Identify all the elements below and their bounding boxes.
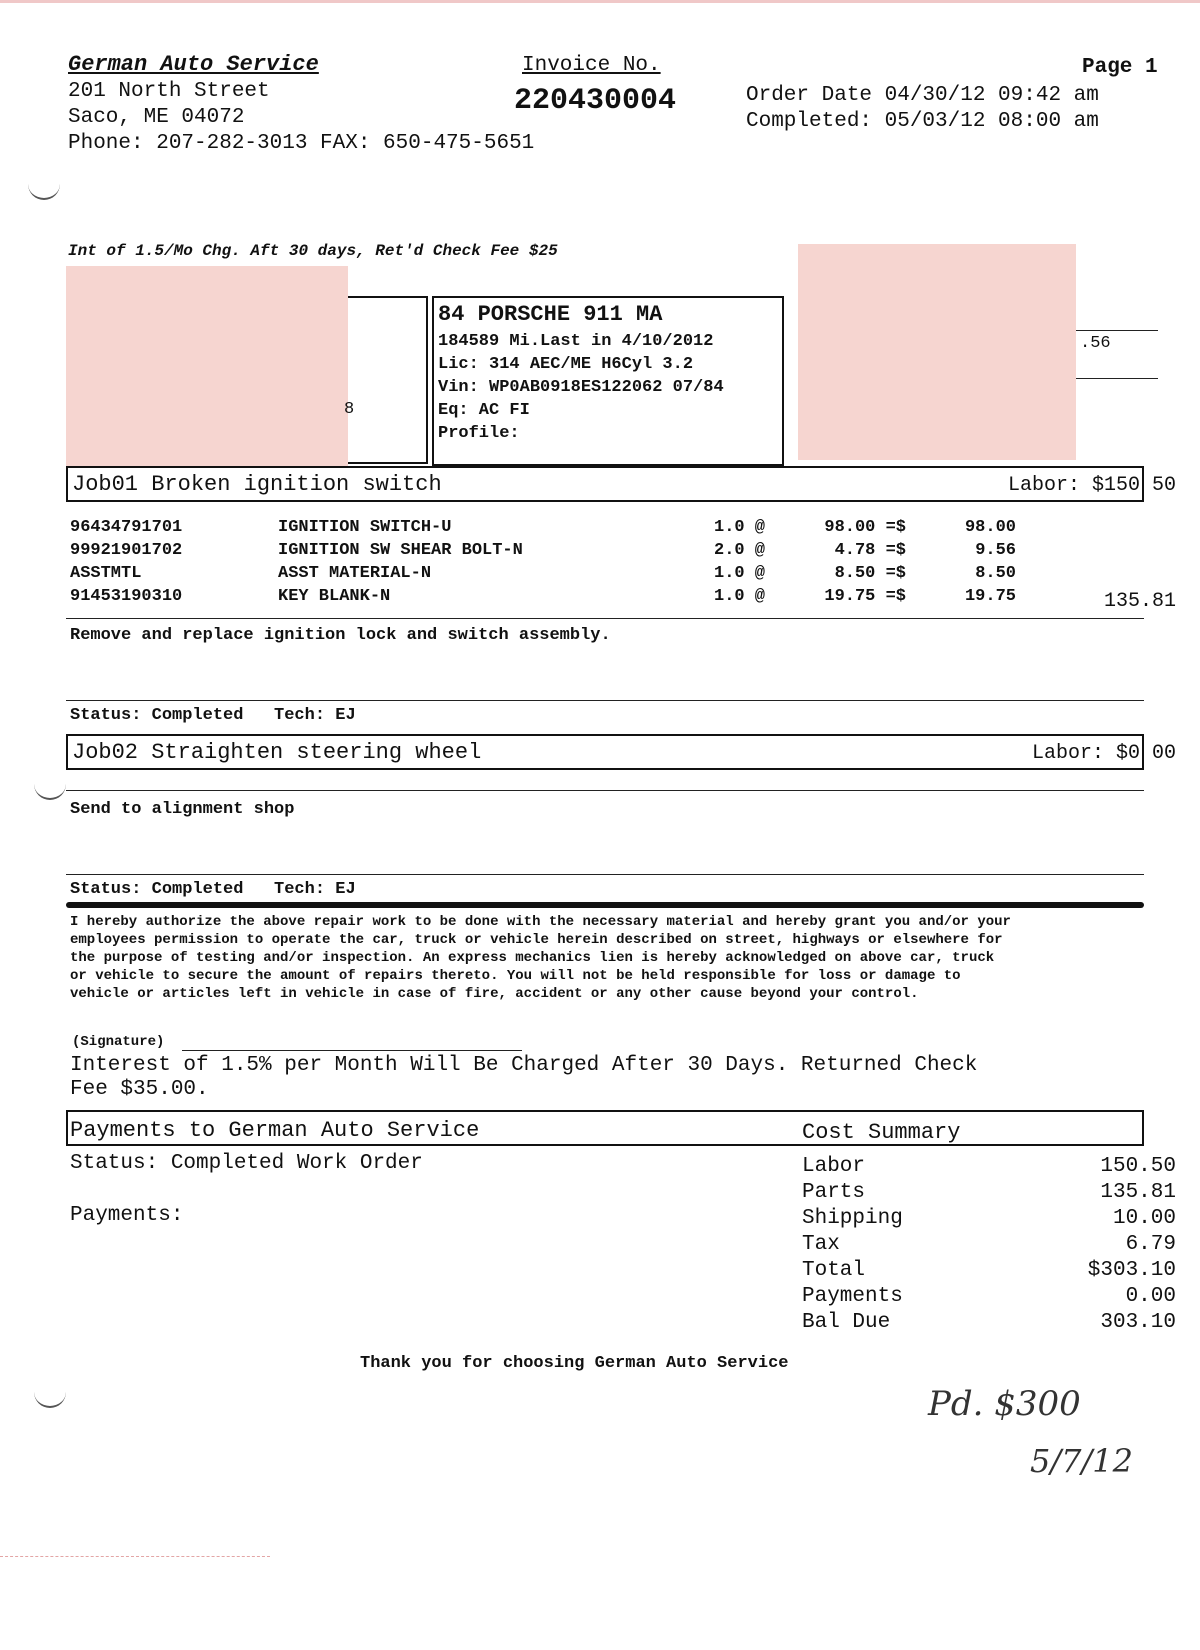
part-desc: ASST MATERIAL-N	[278, 564, 432, 583]
punch-hole	[28, 176, 60, 200]
authorization-line: or vehicle to secure the amount of repairs thereto. You will not be held responsible for loss or damage to	[70, 968, 961, 984]
cost-value: 6.79	[1125, 1233, 1176, 1256]
payments-label: Payments:	[70, 1204, 184, 1227]
part-qty: 1.0 @	[714, 564, 766, 583]
part-price: 4.78 =$	[834, 541, 906, 560]
part-desc: IGNITION SW SHEAR BOLT-N	[278, 541, 523, 560]
company-name: German Auto Service	[68, 52, 319, 77]
cost-label: Shipping	[802, 1207, 903, 1230]
interest-notice-line: Interest of 1.5% per Month Will Be Charged After 30 Days. Returned Check	[70, 1054, 978, 1077]
handwritten-paid-note: Pd. $300	[928, 1384, 1081, 1424]
part-price: 8.50 =$	[834, 564, 906, 583]
scan-edge-line	[0, 1556, 270, 1557]
cost-label: Total	[802, 1259, 866, 1282]
job2-status: Status: Completed Tech: EJ	[70, 880, 356, 899]
part-qty: 1.0 @	[714, 587, 766, 606]
authorization-line: the purpose of testing and/or inspection. An express mechanics lien is hereby acknowledged on above car, truck	[70, 950, 995, 966]
punch-hole	[34, 776, 66, 800]
part-price: 19.75 =$	[824, 587, 906, 606]
redacted-account	[798, 244, 1076, 460]
job1-status: Status: Completed Tech: EJ	[70, 706, 356, 725]
section-divider	[66, 902, 1144, 908]
redacted-customer	[66, 266, 348, 466]
cost-value: 135.81	[1100, 1181, 1176, 1204]
order-date: Order Date 04/30/12 09:42 am	[746, 84, 1099, 107]
page-number: Page 1	[1082, 56, 1158, 79]
job1-title: Job01 Broken ignition switch	[72, 472, 442, 497]
part-ext: 98.00	[964, 518, 1016, 537]
signature-line[interactable]	[182, 1050, 522, 1051]
work-order-status: Status: Completed Work Order	[70, 1152, 423, 1175]
job2-labor-cents: 00	[1152, 742, 1177, 765]
cost-value: 10.00	[1112, 1207, 1176, 1230]
invoice-number: 220430004	[514, 84, 677, 118]
job1-labor: Labor: $150	[1007, 474, 1140, 497]
part-desc: KEY BLANK-N	[278, 587, 391, 606]
account-fragment: .56	[1080, 334, 1111, 353]
part-number: 99921901702	[70, 541, 183, 560]
job2-note: Send to alignment shop	[70, 800, 295, 819]
vehicle-vin: Vin: WP0AB0918ES122062 07/84	[438, 378, 724, 397]
job1-note: Remove and replace ignition lock and switch assembly.	[70, 626, 611, 645]
authorization-line: I hereby authorize the above repair work to be done with the necessary material and hereby grant you and/or your	[70, 914, 1011, 930]
part-number: 91453190310	[70, 587, 183, 606]
cost-value: 150.50	[1100, 1155, 1176, 1178]
invoice-label: Invoice No.	[522, 54, 661, 77]
company-phone: Phone: 207-282-3013 FAX: 650-475-5651	[68, 132, 535, 155]
job2-title: Job02 Straighten steering wheel	[72, 740, 482, 765]
part-ext: 19.75	[964, 587, 1016, 606]
vehicle-lic: Lic: 314 AEC/ME H6Cyl 3.2	[438, 355, 694, 374]
part-qty: 2.0 @	[714, 541, 766, 560]
customer-fragment: 8	[344, 400, 355, 419]
cost-label: Bal Due	[802, 1311, 891, 1334]
job1-labor-cents: 50	[1152, 474, 1177, 497]
part-ext: 8.50	[975, 564, 1016, 583]
interest-notice-line: Fee $35.00.	[70, 1078, 209, 1101]
vehicle-profile: Profile:	[438, 424, 520, 443]
cost-label: Parts	[802, 1181, 866, 1204]
terms-line: Int of 1.5/Mo Chg. Aft 30 days, Ret'd Check Fee $25	[68, 242, 558, 260]
company-city: Saco, ME 04072	[68, 106, 245, 129]
part-qty: 1.0 @	[714, 518, 766, 537]
handwritten-date-note: 5/7/12	[1030, 1442, 1133, 1480]
cost-summary-header: Cost Summary	[802, 1120, 961, 1145]
authorization-line: vehicle or articles left in vehicle in case of fire, accident or any other cause beyond your control.	[70, 986, 919, 1002]
vehicle-mileage: 184589 Mi.Last in 4/10/2012	[438, 332, 714, 351]
payments-header: Payments to German Auto Service	[70, 1118, 480, 1143]
cost-label: Labor	[802, 1155, 866, 1178]
punch-hole	[34, 1384, 66, 1408]
job1-parts-total: 135.81	[1103, 590, 1176, 613]
company-street: 201 North Street	[68, 80, 270, 103]
completed-date: Completed: 05/03/12 08:00 am	[746, 110, 1099, 133]
thank-you-text: Thank you for choosing German Auto Service	[360, 1354, 789, 1373]
part-ext: 9.56	[975, 541, 1016, 560]
authorization-line: employees permission to operate the car, truck or vehicle herein described on street, highways or elsewhere for	[70, 932, 1003, 948]
cost-value: 303.10	[1100, 1311, 1176, 1334]
vehicle-eq: Eq: AC FI	[438, 401, 530, 420]
scan-edge-top	[0, 0, 1200, 3]
signature-label: (Signature)	[72, 1034, 165, 1050]
cost-label: Payments	[802, 1285, 903, 1308]
job2-labor: Labor: $0	[1031, 742, 1140, 765]
vehicle-title: 84 PORSCHE 911 MA	[438, 302, 663, 327]
part-price: 98.00 =$	[824, 518, 906, 537]
cost-label: Tax	[802, 1233, 840, 1256]
part-desc: IGNITION SWITCH-U	[278, 518, 452, 537]
part-number: ASSTMTL	[70, 564, 142, 583]
cost-value: $303.10	[1087, 1259, 1176, 1282]
cost-value: 0.00	[1125, 1285, 1176, 1308]
part-number: 96434791701	[70, 518, 183, 537]
